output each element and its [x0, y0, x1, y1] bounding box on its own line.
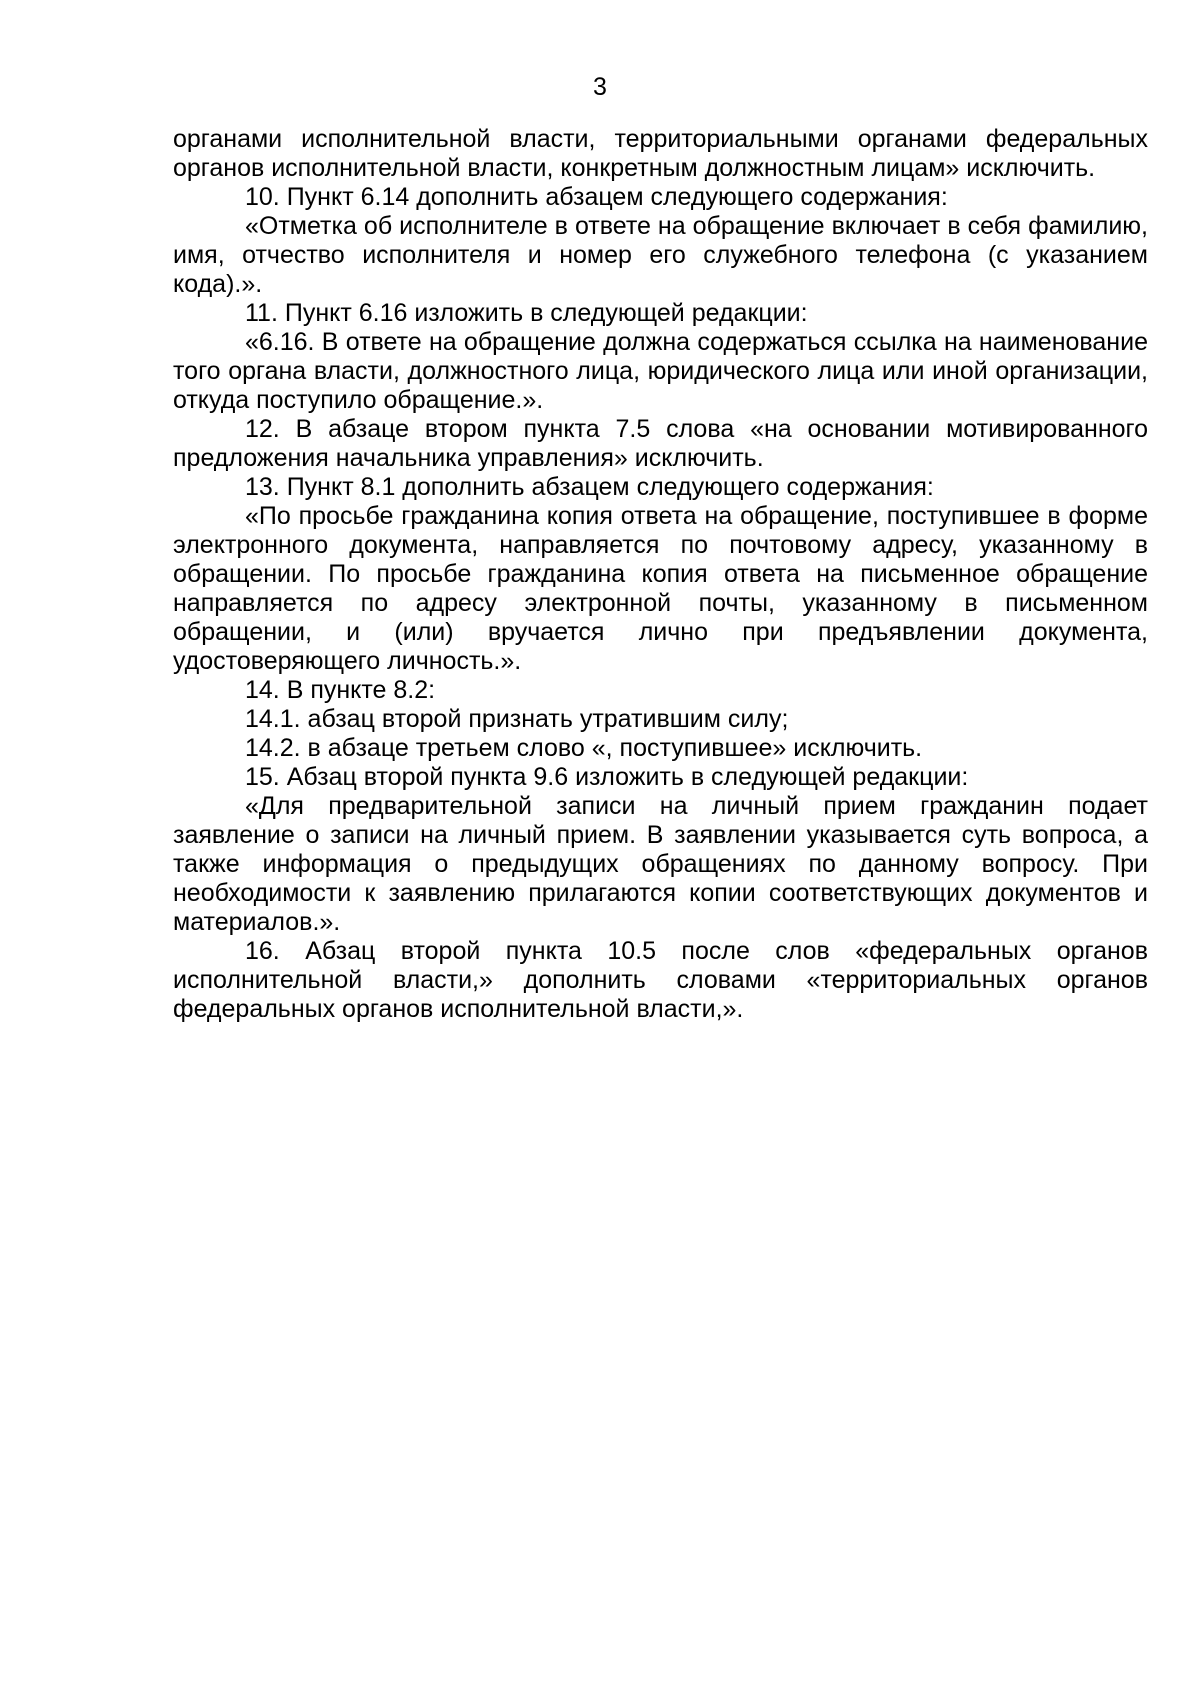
paragraph-continuation: органами исполнительной власти, территориальными органами федеральных органов исполнительной власти, конкретным должностным лицам» исключить. — [173, 125, 1148, 182]
paragraph-quote-11: «6.16. В ответе на обращение должна содержаться ссылка на наименование того органа власти, должностного лица, юридического лица или иной организации, откуда поступило обращение.». — [173, 328, 1148, 414]
paragraph-item-16: 16. Абзац второй пункта 10.5 после слов «федеральных органов исполнительной власти,» дополнить словами «территориальных органов федеральных органов исполнительной власти,». — [173, 937, 1148, 1023]
paragraph-item-14: 14. В пункте 8.2: — [245, 676, 436, 704]
paragraph-item-10: 10. Пункт 6.14 дополнить абзацем следующего содержания: — [245, 183, 948, 211]
paragraph-item-13: 13. Пункт 8.1 дополнить абзацем следующего содержания: — [245, 473, 934, 501]
paragraph-quote-13: «По просьбе гражданина копия ответа на обращение, поступившее в форме электронного документа, направляется по почтовому адресу, указанному в обращении. По просьбе гражданина копия ответа на письменное обращение направляется по адресу электронной почты, указанному в письменном обращении, и (или) вручается лично при предъявлении документа, удостоверяющего личность.». — [173, 502, 1148, 675]
page-number: 3 — [593, 73, 607, 101]
paragraph-quote-15: «Для предварительной записи на личный прием гражданин подает заявление о записи на личный прием. В заявлении указывается суть вопроса, а также информация о предыдущих обращениях по данному вопросу. При необходимости к заявлению прилагаются копии соответствующих документов и материалов.». — [173, 792, 1148, 936]
paragraph-quote-10: «Отметка об исполнителе в ответе на обращение включает в себя фамилию, имя, отчество исполнителя и номер его служебного телефона (с указанием кода).». — [173, 212, 1148, 298]
document-body — [173, 125, 1148, 1024]
paragraph-item-15: 15. Абзац второй пункта 9.6 изложить в следующей редакции: — [245, 763, 969, 791]
paragraph-item-14-1: 14.1. абзац второй признать утратившим силу; — [245, 705, 789, 733]
paragraph-item-11: 11. Пункт 6.16 изложить в следующей редакции: — [245, 299, 808, 327]
paragraph-item-12: 12. В абзаце втором пункта 7.5 слова «на основании мотивированного предложения начальника управления» исключить. — [173, 415, 1148, 472]
paragraph-item-14-2: 14.2. в абзаце третьем слово «, поступившее» исключить. — [245, 734, 923, 762]
